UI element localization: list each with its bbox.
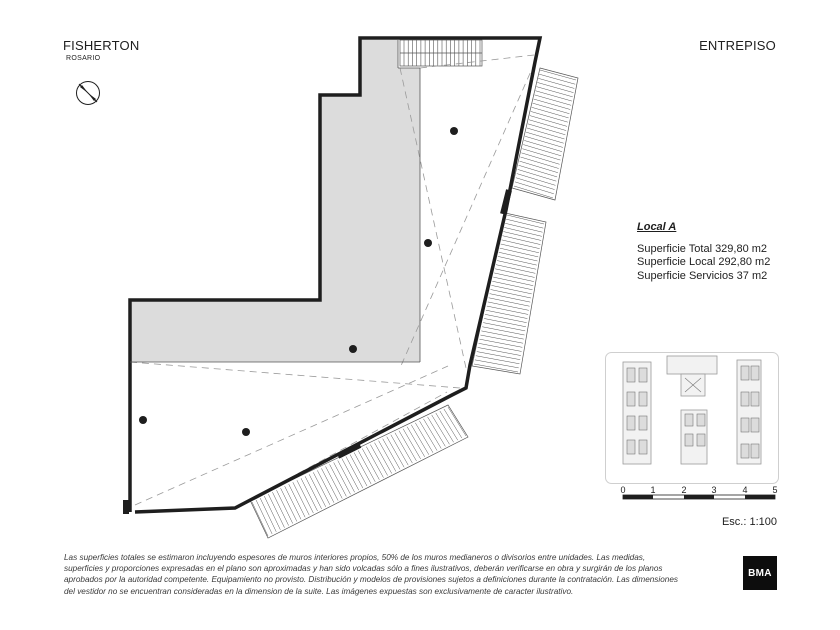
scale-tick-1: 1: [650, 485, 656, 495]
unit-info: [637, 221, 770, 283]
services-area: Superficie Servicios 37 m2: [637, 269, 768, 282]
scale-label: Esc.: 1:100: [721, 516, 777, 528]
scale-tick-2: 2: [681, 485, 687, 495]
total-area: Superficie Total 329,80 m2: [637, 242, 768, 255]
key-plan: [605, 352, 779, 484]
void-area: [130, 40, 420, 362]
scale-tick-5: 5: [772, 485, 778, 495]
scale-tick-3: 3: [711, 485, 717, 495]
disclaimer-text: Las superficies totales se estimaron incluyendo espesores de muros interiores propios, 50% de los muros medianeros o divisorios entre unidades. Las medidas, superficies y proporciones expresadas en el plano son aproximadas y han sido volcadas sólo a fines ilustrativos, deberán verificarse en obra y surgirán de los planos aprobados por la autoridad competente. Equipamiento no provisto. Distribución y modelos de provisiones sujetos a definiciones durante la contratación. Las dimensiones del vestidor no se encuentran consideradas en la dimension de la suite. Las imágenes expuestas son exclusivamente de caracter ilustrativo.: [64, 553, 678, 596]
floor-name: ENTREPISO: [699, 38, 776, 53]
project-location: ROSARIO: [66, 55, 101, 62]
unit-title: Local A: [637, 221, 677, 233]
project-name: FISHERTON: [63, 38, 140, 53]
scale-tick-4: 4: [742, 485, 748, 495]
local-area: Superficie Local 292,80 m2: [637, 256, 771, 268]
scale-tick-0: 0: [620, 485, 626, 495]
brand-logo: BMA: [743, 556, 777, 590]
scale-bar: [618, 483, 783, 505]
